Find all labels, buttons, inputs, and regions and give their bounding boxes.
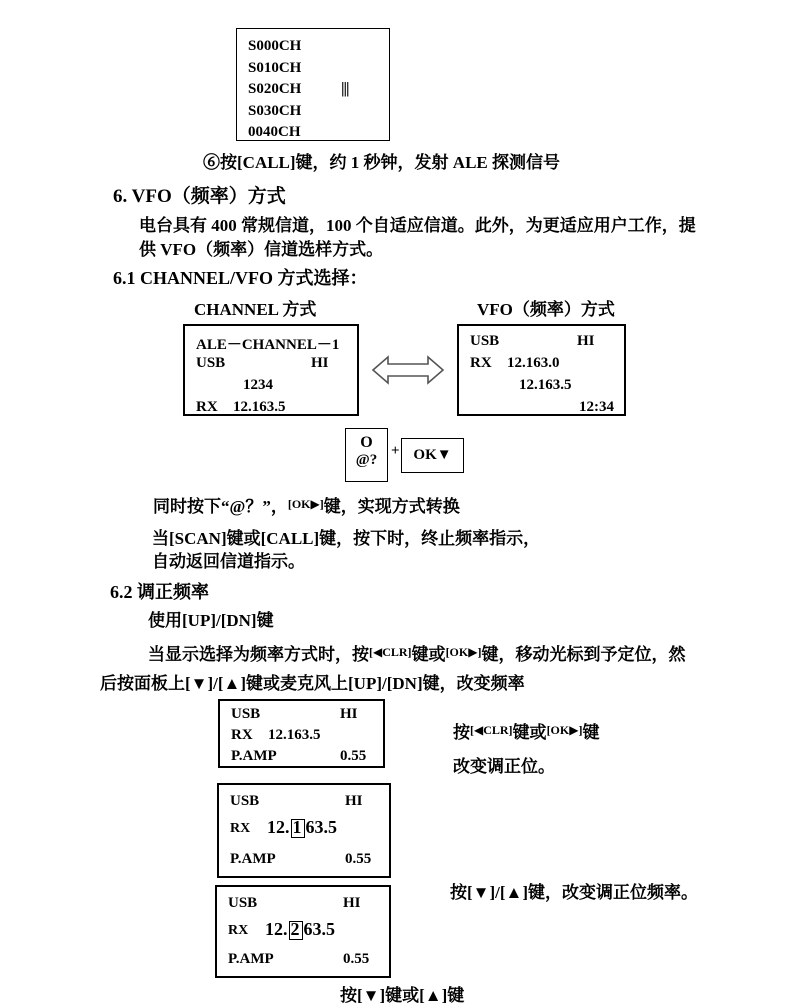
- mode-swap-arrow: [371, 350, 445, 390]
- lcd-amp-label: P.AMP: [230, 851, 276, 867]
- lcd-line: 12.163.5: [519, 377, 572, 393]
- channel-item: 0040CH: [248, 124, 301, 140]
- lcd-mode: USB: [470, 333, 500, 349]
- section-6-heading: 6. VFO（频率）方式: [113, 186, 286, 207]
- vfo-mode-display: [457, 324, 626, 416]
- freq-display-3: [215, 885, 391, 978]
- clipped-footer-line: 按[▼]键或[▲]键: [340, 986, 465, 1005]
- freq-post: 63.5: [303, 919, 335, 939]
- plus-sign: +: [391, 443, 400, 459]
- channel-item: S000CH: [248, 38, 302, 54]
- para1-mid: 键或: [411, 645, 446, 664]
- channel-item: S020CH: [248, 81, 302, 97]
- note1-mid: 键或: [512, 723, 547, 742]
- ok-key: OK▼: [401, 438, 464, 473]
- lcd-power: HI: [577, 333, 595, 349]
- lcd-line: 1234: [243, 377, 273, 393]
- lcd-amp-value: 0.55: [343, 951, 370, 967]
- lcd-amp-value: 0.55: [345, 851, 372, 867]
- lcd-rx-label: RX: [228, 923, 249, 938]
- updown-note: 按[▼]/[▲]键，改变调正位频率。: [450, 883, 699, 902]
- lcd-rx-label: RX: [230, 821, 251, 836]
- lcd-power: HI: [340, 706, 358, 722]
- section-6-body-line1: 电台具有 400 常规信道，100 个自适应信道。此外，为更适应用户工作，提: [139, 216, 696, 235]
- freq-pre: 12.: [267, 817, 290, 837]
- lcd-mode: USB: [228, 895, 258, 911]
- ok-key-inline: [OK▶]: [287, 497, 324, 511]
- lcd-amp-label: P.AMP: [228, 951, 274, 967]
- section-6-1-heading: 6.1 CHANNEL/VFO 方式选择：: [113, 268, 368, 288]
- freq-post: 63.5: [305, 817, 337, 837]
- channel-list-display: [236, 28, 390, 141]
- channel-item: S030CH: [248, 102, 302, 119]
- ok-key-inline: [OK▶]: [445, 645, 482, 659]
- channel-mode-display: [183, 324, 359, 416]
- note1-post: 键: [582, 723, 600, 742]
- lcd-mode: USB: [231, 706, 261, 722]
- lcd-power: HI: [343, 895, 361, 911]
- lcd-amp-value: 0.55: [340, 748, 367, 764]
- clr-key-inline: [◀CLR]: [369, 645, 412, 659]
- para1-pre: 当显示选择为频率方式时，按: [148, 645, 369, 664]
- lcd-amp-label: P.AMP: [231, 748, 277, 764]
- combo-instruction: [153, 492, 460, 517]
- lcd-power: HI: [311, 355, 329, 371]
- vfo-mode-label: VFO（频率）方式: [477, 300, 615, 319]
- lcd-rx-label: RX: [196, 399, 218, 415]
- adjust-para-line2: 后按面板上[▼]/[▲]键或麦克风上[UP]/[DN]键，改变频率: [100, 674, 525, 693]
- scan-note-line1: 当[SCAN]键或[CALL]键，按下时，终止频率指示，: [152, 529, 541, 548]
- lcd-time: 12:34: [579, 399, 614, 415]
- lcd-rx-label: RX: [470, 355, 492, 371]
- channel-cursor-marker: |||: [341, 80, 349, 97]
- para1-post: 键，移动光标到予定位，然: [481, 645, 686, 664]
- at-question-key: [345, 428, 388, 482]
- lcd-rx-value: 12.163.5: [233, 399, 286, 415]
- freq-pre: 12.: [265, 919, 288, 939]
- key-bottom-label: @?: [355, 452, 378, 468]
- channel-mode-label: CHANNEL 方式: [194, 300, 317, 319]
- lcd-rx-label: RX: [231, 727, 253, 743]
- combo-pre: 同时按下“@？”，: [153, 497, 288, 516]
- section-6-2-heading: 6.2 调正频率: [110, 582, 209, 602]
- lcd-rx-value: [265, 919, 335, 940]
- lcd-rx-value: [267, 817, 337, 838]
- step-instruction: ⑥按[CALL]键，约 1 秒钟，发射 ALE 探测信号: [203, 153, 561, 172]
- section-6-body-line2: 供 VFO（频率）信道选样方式。: [139, 240, 384, 259]
- freq-display-1: [218, 699, 385, 768]
- lcd-rx-value: 12.163.0: [507, 355, 560, 371]
- freq-display-2: [217, 783, 391, 878]
- scan-note-line2: 自动返回信道指示。: [152, 552, 305, 571]
- adjust-para-line1: [148, 640, 685, 665]
- lcd-power: HI: [345, 793, 363, 809]
- clr-ok-note-line1: [453, 718, 599, 743]
- clr-key-inline: [◀CLR]: [470, 723, 513, 737]
- ok-key-inline: [OK▶]: [546, 723, 583, 737]
- updn-subline: 使用[UP]/[DN]键: [148, 611, 274, 630]
- lcd-line: ALE－CHANNEL－1: [196, 337, 340, 353]
- note1-pre: 按: [453, 723, 470, 742]
- lcd-mode: USB: [196, 355, 226, 371]
- lcd-rx-value: 12.163.5: [268, 727, 321, 743]
- combo-post: 键，实现方式转换: [323, 497, 460, 516]
- clr-ok-note-line2: 改变调正位。: [453, 757, 555, 776]
- key-top-label: O: [360, 434, 373, 451]
- channel-item: S010CH: [248, 59, 302, 76]
- digit-cursor: 1: [291, 819, 305, 838]
- digit-cursor: 2: [289, 921, 303, 940]
- lcd-mode: USB: [230, 793, 260, 809]
